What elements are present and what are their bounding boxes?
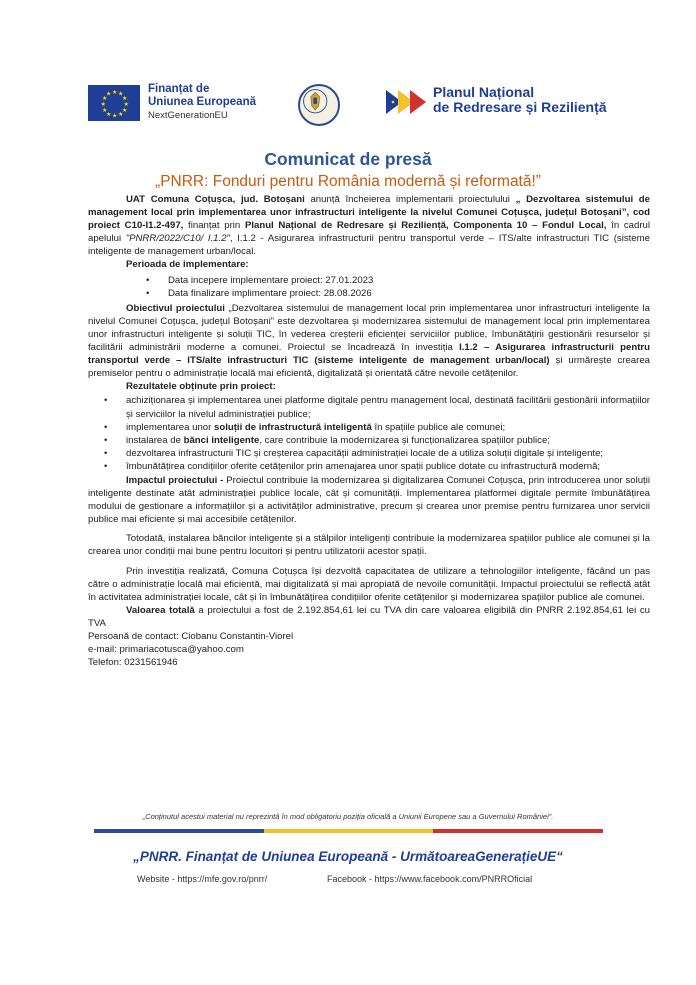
logo-header [88, 80, 628, 130]
results-item-text: implementarea unor [126, 421, 214, 433]
footer-disclaimer: „Conținutul acestui material nu reprezintă în mod obligatoriu poziția oficială a Uniunii Europene sau a Guvernului României”. [142, 812, 554, 821]
totodata-paragraph: Totodată, instalarea băncilor inteligente și a stâlpilor inteligenți contribuie la modernizarea spațiilor publice ale comunei și la crearea unor condiții mai bune pentru locuitori și pentru utilizatorii acestor spații. [88, 533, 650, 558]
svg-text:★: ★ [102, 107, 108, 114]
results-item: • îmbunătățirea condițiilor oferite cetățenilor prin amenajarea unor spații publice dotate cu infrastructură modernă; [126, 460, 650, 473]
intro-program: Planul Național de Redresare și Reziliență, Componenta 10 – Fondul Local, [244, 220, 607, 232]
svg-text:★: ★ [100, 101, 106, 108]
website-link[interactable]: Website - https://mfe.gov.ro/pnrr/ [137, 874, 268, 884]
intro-text-3: în cadrul apelului [88, 220, 650, 245]
stripe-yellow [264, 829, 434, 833]
page-subtitle: „PNRR: Fonduri pentru România modernă și reformată!” [155, 173, 541, 190]
svg-text:★: ★ [102, 95, 108, 102]
svg-text:★: ★ [106, 90, 112, 98]
svg-text:★: ★ [112, 112, 118, 120]
intro-text-1: anunță încheierea implementarii proiectulului [304, 194, 516, 205]
objective-label: Obiectivul proiectului [126, 302, 225, 314]
eu-line-3: NextGenerationEU [148, 110, 228, 121]
objective-paragraph [88, 302, 650, 381]
period-list [88, 274, 650, 300]
impact-text: Proiectul contribuie la modernizarea și digitalizarea Comunei Coțușca, prin introducerea unor soluții inteligente destinate atât administrației publice locale, cât și comunității. Implementarea platformei digitale permite îmbunătățirea modului de gestionare a informațiilor și a activităților administrative, precum și crearea unor premise pentru furnizarea unor servicii publice mai eficiente și mai accesibile cetățenilor. [88, 474, 650, 526]
contact-person: Persoană de contact: Ciobanu Constantin-Viorel [88, 631, 294, 642]
intro-text-4: , I.1.2 - Asigurarea infrastructurii pentru transportul verde – ITS/alte infrastructuri TIC (sisteme inteligente de management urban/local. [88, 233, 650, 258]
results-item-bold: soluții de infrastructură inteligentă [214, 421, 372, 433]
impact-label: Impactul proiectului - [126, 474, 224, 486]
intro-entity: UAT Comuna Coțușca, jud. Botoșani [126, 194, 305, 205]
government-seal-icon [298, 84, 340, 126]
objective-text-1: „Dezvoltarea sistemului de management local prin implementarea unor infrastructuri inteligente la nivelul Comunei Coțușca, județul Botoșani” este dezvoltarea și modernizarea sistemului de management local prin implementarea unor infrastructuri inteligente și soluții TIC, în vederea creșterii eficienței serviciilor publice, îmbunătățirii gestionării resurselor și facilitării administrării moderne a comunei. Proiectul se încadrează în investiția [88, 302, 650, 354]
intro-paragraph [88, 193, 650, 258]
svg-text:★: ★ [118, 90, 124, 98]
results-item [126, 434, 650, 447]
stripe-blue [94, 829, 264, 833]
intro-text-2: finanțat prin [183, 220, 245, 232]
svg-text:★: ★ [118, 111, 124, 118]
svg-text:★: ★ [112, 89, 118, 96]
eu-funding-label [148, 83, 256, 122]
intro-project-name: „ Dezvoltarea sistemului de management local prin implementarea unor infrastructuri inteligente la nivelul Comunei Coțușca, județul Botoșani”, cod proiect C10-I1.2-497, [88, 194, 651, 232]
footer-title: „PNRR. Finanțat de Uniunea Europeană - UrmătoareaGenerațieUE“ [133, 849, 563, 864]
document-body [88, 193, 650, 669]
results-item: • dezvoltarea infrastructurii TIC și creșterea capacității administrației locale de a utiliza soluții digitale și inteligente; [126, 447, 650, 460]
pnrr-logo-icon [386, 86, 426, 118]
impact-paragraph [88, 474, 650, 526]
period-label [88, 258, 650, 271]
results-label-text: Rezultatele obținute prin proiect: [126, 381, 276, 393]
period-start: • Data incepere implementare proiect: 27.01.2023 [168, 274, 650, 287]
svg-text:★: ★ [123, 101, 129, 108]
svg-text:★: ★ [106, 111, 112, 118]
results-list [88, 394, 650, 473]
value-paragraph [88, 604, 650, 630]
eu-flag-icon [88, 85, 140, 121]
svg-text:★: ★ [122, 95, 128, 102]
pnrr-label [433, 85, 607, 115]
results-item-text: în spațiile publice ale comunei; [371, 421, 506, 433]
period-label-text: Perioada de implementare: [126, 259, 249, 271]
eu-line-1: Finanțat de [148, 83, 210, 95]
pnrr-line-1: Planul Național [433, 84, 535, 100]
objective-investment: I.1.2 – Asigurarea infrastructurii pentru transportul verde – ITS/alte infrastructuri TIC (sisteme inteligente de management urban/local) [88, 342, 650, 367]
page-title: Comunicat de presă [264, 149, 432, 169]
objective-text-2: și urmărește crearea premiselor pentru o administrație locală mai eficientă, digitalizată și orientată către nevoile cetățenilor. [88, 355, 651, 380]
results-item-bold: bănci inteligente [183, 434, 260, 446]
results-item-text: , care contribuie la modernizarea și funcționalizarea spațiilor publice; [259, 434, 550, 446]
results-item: • achiziționarea și implementarea unei platforme digitale pentru management local, destinată facilitării gestionării informațiilor și serviciilor la nivelul administrației publice; [126, 394, 650, 420]
period-end: • Data finalizare implimentare proiect: 28.08.2026 [168, 287, 650, 300]
pnrr-line-2: de Redresare și Reziliență [433, 99, 607, 115]
stripe-red [433, 829, 603, 833]
intro-call: "PNRR/2022/C10/ I.1.2" [125, 233, 230, 245]
results-label [88, 380, 650, 393]
contact-email: e-mail: primariacotusca@yahoo.com [88, 644, 244, 656]
svg-text:★: ★ [122, 107, 128, 114]
tricolor-stripe [94, 829, 603, 833]
value-text: a proiectului a fost de 2.192.854,61 lei cu TVA din care valoarea eligibilă din PNRR 2.192.854,61 lei cu TVA [88, 604, 650, 629]
value-label: Valoarea totală [126, 604, 195, 616]
eu-line-2: Uniunea Europeană [148, 96, 256, 108]
investment-paragraph: Prin investiția realizată, Comuna Coțușca își dezvoltă capacitatea de utilizare a tehnologiilor inteligente, făcând un pas către o administrație locală mai eficientă, mai digitalizată și mai apropiată de nevoile comunității. Impactul proiectului se reflectă atât în activitatea administrației locale, cât și în îmbunătățirea condițiilor oferite cetățenilor și modernizarea spațiilor publice ale comunei. [88, 565, 650, 603]
results-item [126, 421, 650, 434]
facebook-link[interactable]: Facebook - https://www.facebook.com/PNRROficial [327, 874, 533, 884]
contact-phone: Telefon: 0231561946 [88, 657, 178, 669]
results-item-text: instalarea de [126, 434, 184, 446]
